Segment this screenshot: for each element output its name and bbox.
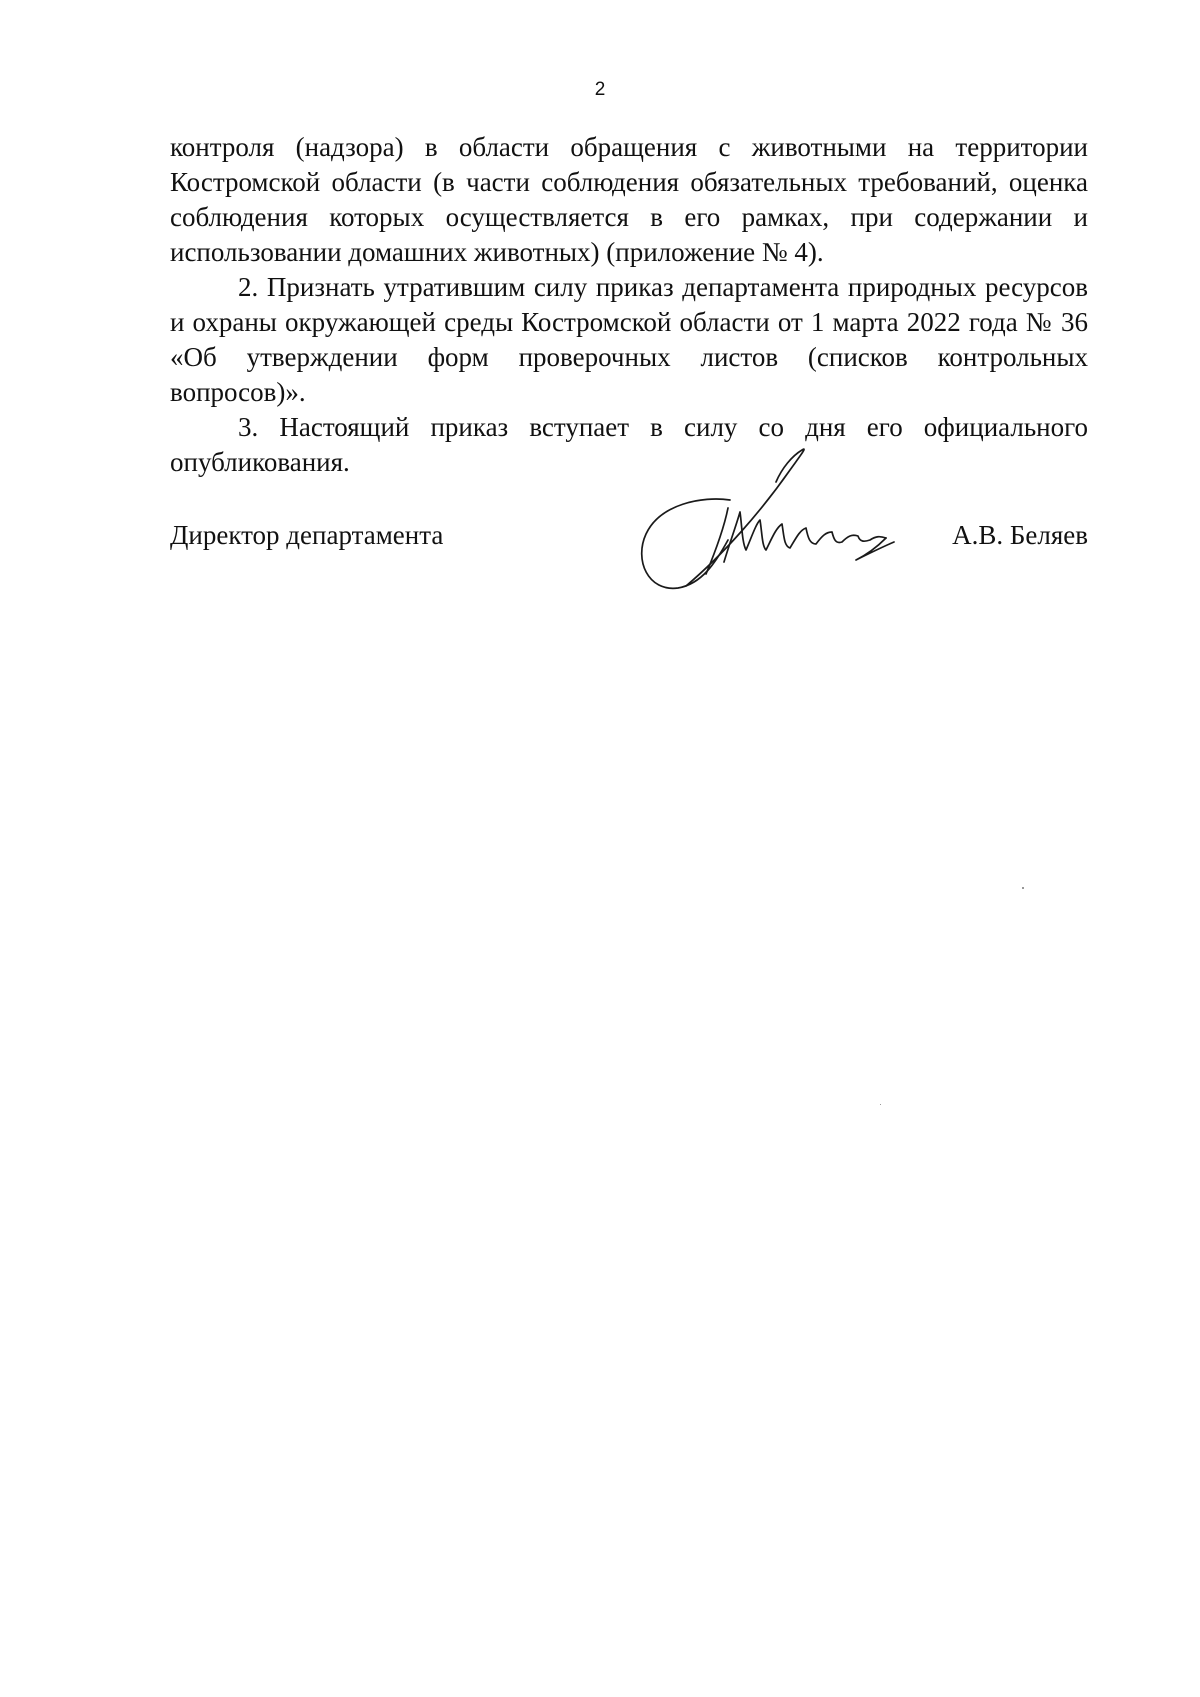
scan-speck (880, 1104, 881, 1105)
signer-name: А.В. Беляев (952, 520, 1088, 550)
paragraph-2: 2. Признать утратившим силу приказ департамента природных ресурсов и охраны окружающей среды Костромской области от 1 марта 2022 года № 36 «Об утверждении форм проверочных листов (списков контрольных вопросов)». (170, 272, 1088, 407)
handwritten-signature (632, 442, 922, 602)
page-number: 2 (594, 79, 606, 100)
paragraph-3: 3. Настоящий приказ вступает в силу со дня его официального опубликования. (170, 412, 1088, 477)
paragraph-continuation: контроля (надзора) в области обращения с животными на территории Костромской области (в части соблюдения обязательных требований, оценка соблюдения которых осуществляется в его рамках, при содержании и использовании домашних животных) (приложение № 4). (170, 132, 1088, 267)
document-body (170, 130, 1088, 480)
signature-block (170, 500, 1088, 610)
signer-title: Директор департамента (170, 520, 444, 550)
scan-speck (1022, 887, 1024, 889)
